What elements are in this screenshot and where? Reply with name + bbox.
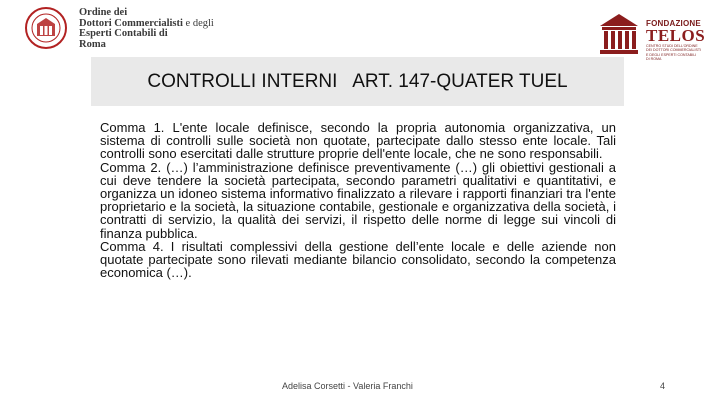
ordine-logo [24,6,224,52]
telos-name: TELOS [646,26,706,45]
ordine-line-1: Ordine dei [79,7,128,18]
footer-authors: Adelisa Corsetti - Valeria Franchi [282,381,413,391]
ordine-seal-icon [24,6,68,50]
ordine-logo-text [79,8,214,50]
paragraph-comma-2: Comma 2. (…) l’amministrazione definisce preventivamente (…) gli obiettivi gestionali a cui deve tendere la società partecipata, secondo parametri qualitativi e quantitativi, e organizza un idoneo sistema informativo finalizzato a rilevare i rapporti finanziari tra l'ente proprietario e la società, la situazione contabile, gestionale e organizzativa della società, i contratti di servizio, la qualità dei servizi, il rispetto delle norme di legge sui vincoli di finanza pubblica. [100,159,616,241]
ordine-line-4: Roma [79,38,106,50]
ordine-line-2b: e degli [182,17,214,29]
telos-subtitle [646,44,706,62]
telos-sub-2: DEI DOTTORI COMMERCIALISTI [646,48,702,53]
telos-fondazione: FONDAZIONE [646,19,701,28]
paragraph-comma-1: Comma 1. L'ente locale definisce, secondo la propria autonomia organizzativa, un sistema di controlli sulle società non quotate, partecipate dallo stesso ente locale. Tali controlli sono esercitati dalle strutture proprie dell'ente locale, che ne sono responsabili. [100,120,616,162]
ordine-line-3: Esperti Contabili di [79,28,168,40]
telos-sub-3: E DEGLI ESPERTI CONTABILI [646,52,697,57]
slide-body [100,121,616,279]
paragraph-comma-4: Comma 4. I risultati complessivi della gestione dell’ente locale e delle aziende non quotate partecipate sono rilevati mediante bilancio consolidato, secondo la competenza economica (…). [100,238,616,281]
temple-icon [596,8,642,58]
title-band [91,57,624,106]
ordine-line-2a: Dottori Commercialisti [79,17,183,29]
page-number: 4 [660,381,666,391]
telos-sub-4: DI ROMA [646,57,662,62]
slide-title: CONTROLLI INTERNI ART. 147-QUATER TUEL [147,70,568,92]
telos-sub-1: CENTRO STUDI DELL'ORDINE [646,44,698,48]
